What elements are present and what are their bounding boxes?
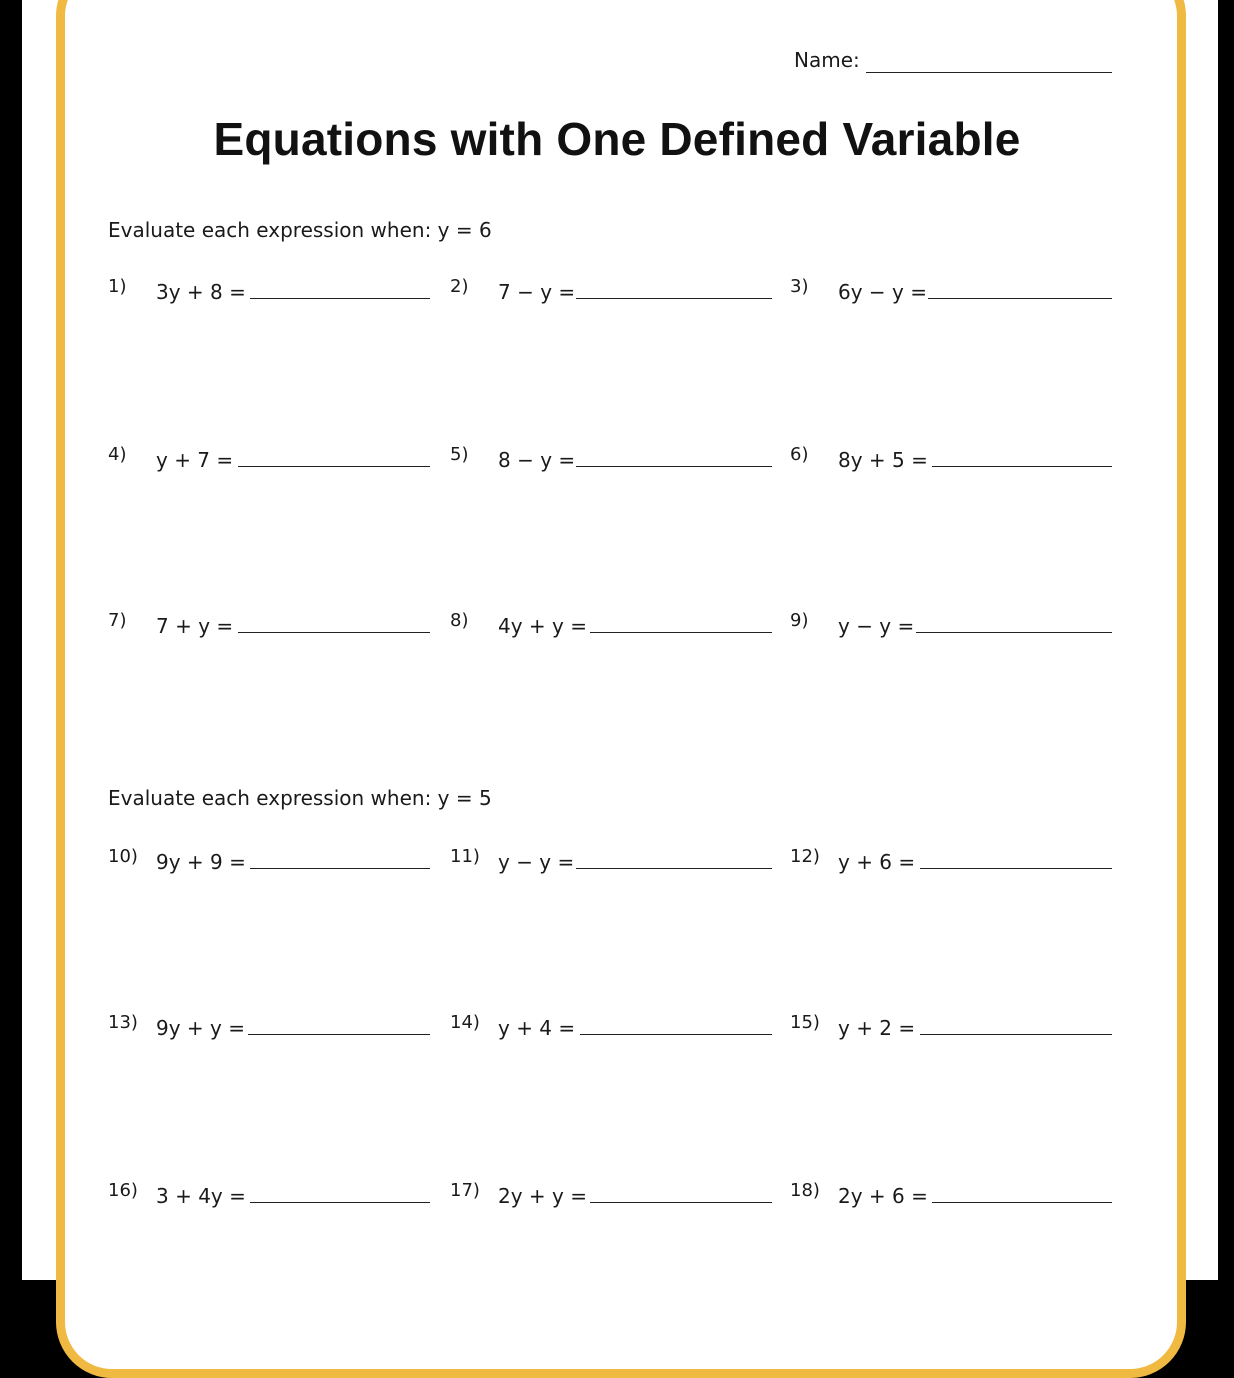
problem-number: 3) — [790, 276, 809, 297]
problem-1 — [108, 276, 430, 314]
problem-expression: 8 − y = — [498, 448, 576, 472]
answer-line[interactable] — [590, 632, 772, 633]
problem-expression: y − y = — [838, 614, 915, 638]
answer-line[interactable] — [916, 632, 1112, 633]
name-label: Name: — [794, 48, 860, 72]
answer-line[interactable] — [576, 868, 772, 869]
name-answer-line[interactable] — [866, 72, 1112, 73]
worksheet-border — [56, 0, 1186, 1378]
problem-7 — [108, 610, 430, 648]
worksheet-title: Equations with One Defined Variable — [213, 113, 1021, 165]
answer-line[interactable] — [590, 1202, 772, 1203]
problem-16 — [108, 1180, 430, 1218]
answer-line[interactable] — [928, 298, 1112, 299]
name-field[interactable] — [794, 48, 1116, 72]
problem-15 — [790, 1012, 1112, 1050]
problem-number: 4) — [108, 444, 127, 465]
problem-6 — [790, 444, 1112, 482]
problem-number: 11) — [450, 846, 480, 867]
answer-line[interactable] — [250, 298, 430, 299]
answer-line[interactable] — [576, 298, 772, 299]
problem-number: 12) — [790, 846, 820, 867]
answer-line[interactable] — [932, 1202, 1112, 1203]
answer-line[interactable] — [580, 1034, 772, 1035]
answer-line[interactable] — [248, 1034, 430, 1035]
problem-number: 14) — [450, 1012, 480, 1033]
problem-number: 13) — [108, 1012, 138, 1033]
problem-10 — [108, 846, 430, 884]
problem-number: 8) — [450, 610, 469, 631]
problem-expression: 9y + 9 = — [156, 850, 246, 874]
instruction-section-2: Evaluate each expression when: y = 5 — [108, 786, 492, 810]
problem-12 — [790, 846, 1112, 884]
problem-9 — [790, 610, 1112, 648]
problem-expression: y − y = — [498, 850, 575, 874]
answer-line[interactable] — [920, 868, 1112, 869]
answer-line[interactable] — [920, 1034, 1112, 1035]
problem-number: 10) — [108, 846, 138, 867]
problem-expression: y + 7 = — [156, 448, 234, 472]
problem-expression: 2y + y = — [498, 1184, 587, 1208]
problem-3 — [790, 276, 1112, 314]
answer-line[interactable] — [250, 1202, 430, 1203]
problem-8 — [450, 610, 772, 648]
problem-expression: 7 − y = — [498, 280, 576, 304]
problem-number: 1) — [108, 276, 127, 297]
problem-number: 18) — [790, 1180, 820, 1201]
problem-expression: 6y − y = — [838, 280, 927, 304]
problem-number: 7) — [108, 610, 127, 631]
instruction-section-1: Evaluate each expression when: y = 6 — [108, 218, 492, 242]
problem-11 — [450, 846, 772, 884]
problem-expression: 8y + 5 = — [838, 448, 928, 472]
answer-line[interactable] — [238, 632, 430, 633]
problem-expression: y + 4 = — [498, 1016, 576, 1040]
problem-expression: 3 + 4y = — [156, 1184, 246, 1208]
answer-line[interactable] — [238, 466, 430, 467]
problem-number: 15) — [790, 1012, 820, 1033]
problem-5 — [450, 444, 772, 482]
problem-2 — [450, 276, 772, 314]
problem-number: 17) — [450, 1180, 480, 1201]
problem-4 — [108, 444, 430, 482]
problem-expression: 3y + 8 = — [156, 280, 246, 304]
problem-expression: y + 2 = — [838, 1016, 916, 1040]
problem-expression: 9y + y = — [156, 1016, 245, 1040]
problem-number: 16) — [108, 1180, 138, 1201]
problem-number: 2) — [450, 276, 469, 297]
problem-expression: 4y + y = — [498, 614, 587, 638]
problem-expression: y + 6 = — [838, 850, 916, 874]
problem-expression: 2y + 6 = — [838, 1184, 928, 1208]
problem-13 — [108, 1012, 430, 1050]
problem-number: 9) — [790, 610, 809, 631]
problem-expression: 7 + y = — [156, 614, 234, 638]
answer-line[interactable] — [576, 466, 772, 467]
problem-number: 5) — [450, 444, 469, 465]
problem-14 — [450, 1012, 772, 1050]
problem-18 — [790, 1180, 1112, 1218]
problem-number: 6) — [790, 444, 809, 465]
problem-17 — [450, 1180, 772, 1218]
answer-line[interactable] — [932, 466, 1112, 467]
answer-line[interactable] — [250, 868, 430, 869]
